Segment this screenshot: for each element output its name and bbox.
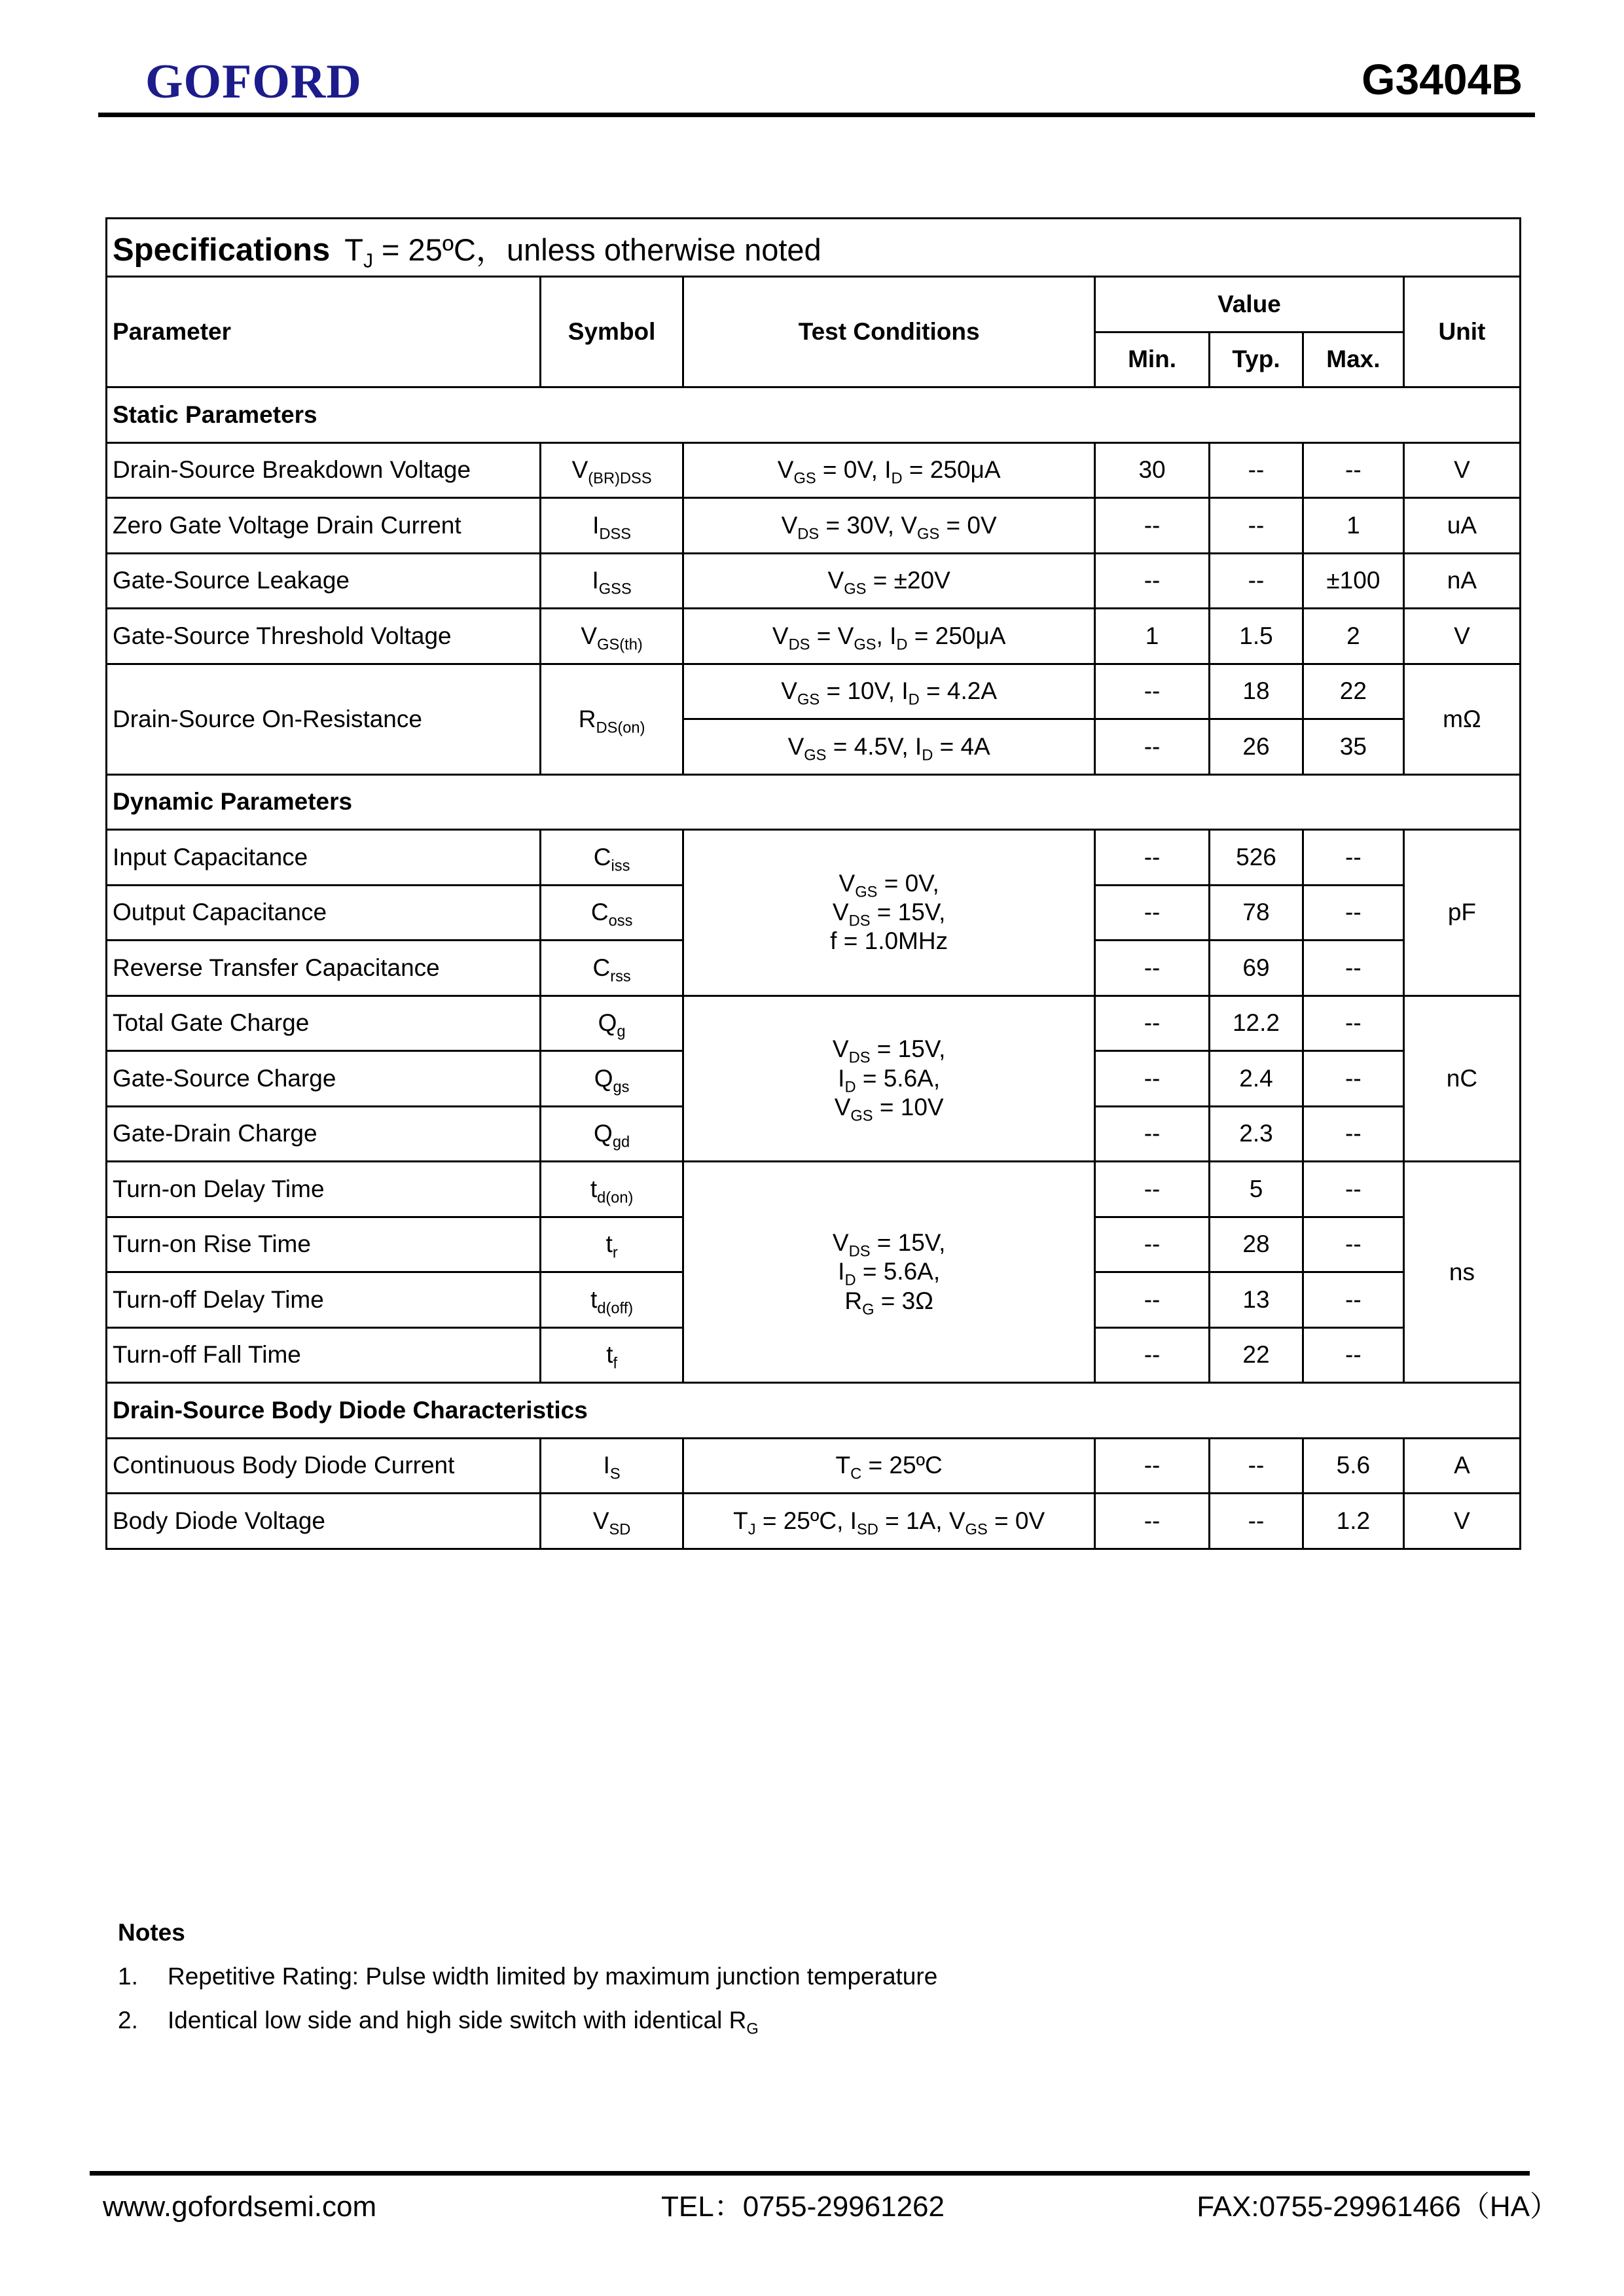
max-cell: 1.2 — [1303, 1494, 1403, 1549]
min-cell: 30 — [1095, 442, 1210, 498]
col-header-symbol: Symbol — [540, 277, 683, 387]
symbol-cell: $R_{DS(on)}$ — [540, 664, 683, 774]
unit-cell: A — [1403, 1438, 1520, 1494]
min-cell: -- — [1095, 553, 1210, 609]
typ-cell: 78 — [1210, 885, 1303, 941]
unit-cell: mΩ — [1403, 664, 1520, 774]
col-header-conditions: Test Conditions — [683, 277, 1095, 387]
symbol-cell: $V_{(BR)DSS}$ — [540, 442, 683, 498]
typ-cell: 13 — [1210, 1272, 1303, 1328]
typ-cell: -- — [1210, 1438, 1303, 1494]
typ-cell: -- — [1210, 553, 1303, 609]
symbol-cell: $C_{rss}$ — [540, 941, 683, 996]
condition-cell: $V_{DS} = 30V$, $V_{GS} = 0V$ — [683, 498, 1095, 554]
min-cell: -- — [1095, 719, 1210, 775]
note-text: Identical low side and high side switch with identical $R_G$ — [168, 2007, 759, 2038]
min-cell: -- — [1095, 1217, 1210, 1272]
specifications-table — [105, 217, 1521, 1550]
typ-cell: 526 — [1210, 830, 1303, 886]
table-row — [107, 609, 1521, 664]
max-cell: -- — [1303, 1106, 1403, 1162]
note-number: 1. — [118, 1963, 138, 1990]
section-row — [107, 1383, 1521, 1439]
symbol-cell: $t_{d(off)}$ — [540, 1272, 683, 1328]
condition-cell: $T_C$ = 25ºC — [683, 1438, 1095, 1494]
max-cell: -- — [1303, 1327, 1403, 1383]
param-cell: Body Diode Voltage — [107, 1494, 541, 1549]
condition-cell: $V_{GS} = 10V$, $I_D = 4.2A$ — [683, 664, 1095, 719]
symbol-cell: $t_f$ — [540, 1327, 683, 1383]
max-cell: 1 — [1303, 498, 1403, 554]
col-header-unit: Unit — [1403, 277, 1520, 387]
table-row — [107, 1162, 1521, 1217]
note-text: Repetitive Rating: Pulse width limited by maximum junction temperature — [168, 1963, 938, 1990]
typ-cell: 5 — [1210, 1162, 1303, 1217]
unit-cell: ns — [1403, 1162, 1520, 1383]
max-cell: 22 — [1303, 664, 1403, 719]
max-cell: -- — [1303, 885, 1403, 941]
symbol-cell: $I_{GSS}$ — [540, 553, 683, 609]
min-cell: -- — [1095, 1051, 1210, 1107]
table-row — [107, 442, 1521, 498]
condition-cell: $V_{DS} = V_{GS}$, $I_D = 250\mu A$ — [683, 609, 1095, 664]
param-cell: Turn-off Delay Time — [107, 1272, 541, 1328]
typ-cell: 2.3 — [1210, 1106, 1303, 1162]
max-cell: -- — [1303, 941, 1403, 996]
max-cell: -- — [1303, 1217, 1403, 1272]
min-cell: -- — [1095, 1272, 1210, 1328]
min-cell: -- — [1095, 1327, 1210, 1383]
min-cell: -- — [1095, 996, 1210, 1051]
condition-cell: $V_{DS} = 15V$, $I_D = 5.6A$, $R_G = 3\Omega$ — [683, 1162, 1095, 1383]
typ-cell: 26 — [1210, 719, 1303, 775]
param-cell: Gate-Source Threshold Voltage — [107, 609, 541, 664]
min-cell: -- — [1095, 1494, 1210, 1549]
table-title: Specifications $T_J$ = 25ºC，unless otherwise noted — [107, 219, 1521, 277]
unit-cell: V — [1403, 609, 1520, 664]
column-header-row — [107, 277, 1521, 332]
min-cell: -- — [1095, 664, 1210, 719]
note-number: 2. — [118, 2007, 138, 2034]
param-cell: Drain-Source On-Resistance — [107, 664, 541, 774]
col-header-parameter: Parameter — [107, 277, 541, 387]
section-row — [107, 387, 1521, 443]
symbol-cell: $I_S$ — [540, 1438, 683, 1494]
symbol-cell: $Q_{gd}$ — [540, 1106, 683, 1162]
unit-cell: nA — [1403, 553, 1520, 609]
typ-cell: 28 — [1210, 1217, 1303, 1272]
param-cell: Output Capacitance — [107, 885, 541, 941]
param-cell: Gate-Source Leakage — [107, 553, 541, 609]
symbol-cell: $V_{SD}$ — [540, 1494, 683, 1549]
condition-cell: $V_{DS} = 15V$, $I_D = 5.6A$, $V_{GS} = 10V$ — [683, 996, 1095, 1162]
max-cell: -- — [1303, 1272, 1403, 1328]
table-row — [107, 996, 1521, 1051]
symbol-cell: $C_{oss}$ — [540, 885, 683, 941]
brand-logo: GOFORD — [145, 55, 362, 109]
col-header-min: Min. — [1095, 332, 1210, 387]
table-title-row — [107, 219, 1521, 277]
section-diode: Drain-Source Body Diode Characteristics — [107, 1383, 1521, 1439]
max-cell: -- — [1303, 1051, 1403, 1107]
param-cell: Zero Gate Voltage Drain Current — [107, 498, 541, 554]
symbol-cell: $C_{iss}$ — [540, 830, 683, 886]
typ-cell: 2.4 — [1210, 1051, 1303, 1107]
section-row — [107, 774, 1521, 830]
symbol-cell: $V_{GS(th)}$ — [540, 609, 683, 664]
condition-cell: $V_{GS} = \pm 20V$ — [683, 553, 1095, 609]
min-cell: -- — [1095, 1438, 1210, 1494]
max-cell: 2 — [1303, 609, 1403, 664]
col-header-typ: Typ. — [1210, 332, 1303, 387]
table-row — [107, 1438, 1521, 1494]
table-row — [107, 664, 1521, 719]
typ-cell: 12.2 — [1210, 996, 1303, 1051]
max-cell: 35 — [1303, 719, 1403, 775]
typ-cell: 18 — [1210, 664, 1303, 719]
table-row — [107, 830, 1521, 886]
param-cell: Continuous Body Diode Current — [107, 1438, 541, 1494]
max-cell: -- — [1303, 996, 1403, 1051]
symbol-cell: $t_r$ — [540, 1217, 683, 1272]
condition-cell: $V_{GS} = 4.5V$, $I_D = 4A$ — [683, 719, 1095, 775]
min-cell: 1 — [1095, 609, 1210, 664]
param-cell: Gate-Drain Charge — [107, 1106, 541, 1162]
min-cell: -- — [1095, 830, 1210, 886]
min-cell: -- — [1095, 1106, 1210, 1162]
unit-cell: nC — [1403, 996, 1520, 1162]
condition-cell: $T_J$ = 25ºC, $I_{SD} = 1A$, $V_{GS} = 0V$ — [683, 1494, 1095, 1549]
param-cell: Total Gate Charge — [107, 996, 541, 1051]
typ-cell: 69 — [1210, 941, 1303, 996]
section-dynamic: Dynamic Parameters — [107, 774, 1521, 830]
typ-cell: -- — [1210, 442, 1303, 498]
max-cell: -- — [1303, 830, 1403, 886]
param-cell: Turn-off Fall Time — [107, 1327, 541, 1383]
unit-cell: V — [1403, 442, 1520, 498]
param-cell: Turn-on Rise Time — [107, 1217, 541, 1272]
col-header-max: Max. — [1303, 332, 1403, 387]
param-cell: Gate-Source Charge — [107, 1051, 541, 1107]
max-cell: ±100 — [1303, 553, 1403, 609]
table-row — [107, 498, 1521, 554]
header-rule — [98, 113, 1535, 117]
table-row — [107, 1494, 1521, 1549]
footer-tel: TEL：0755-29961262 — [661, 2191, 945, 2223]
unit-cell: pF — [1403, 830, 1520, 996]
condition-cell: $V_{GS} = 0V$, $V_{DS} = 15V$, f = 1.0MHz — [683, 830, 1095, 996]
min-cell: -- — [1095, 1162, 1210, 1217]
col-header-value: Value — [1095, 277, 1404, 332]
footer-fax: FAX:0755-29961466（HA） — [1197, 2191, 1559, 2223]
max-cell: -- — [1303, 1162, 1403, 1217]
symbol-cell: $Q_g$ — [540, 996, 683, 1051]
unit-cell: uA — [1403, 498, 1520, 554]
footer-rule — [90, 2171, 1530, 2176]
param-cell: Drain-Source Breakdown Voltage — [107, 442, 541, 498]
footer-website: www.gofordsemi.com — [103, 2191, 377, 2223]
param-cell: Turn-on Delay Time — [107, 1162, 541, 1217]
min-cell: -- — [1095, 498, 1210, 554]
notes-title: Notes — [118, 1919, 185, 1946]
symbol-cell: $Q_{gs}$ — [540, 1051, 683, 1107]
min-cell: -- — [1095, 941, 1210, 996]
typ-cell: 22 — [1210, 1327, 1303, 1383]
typ-cell: -- — [1210, 498, 1303, 554]
symbol-cell: $t_{d(on)}$ — [540, 1162, 683, 1217]
param-cell: Reverse Transfer Capacitance — [107, 941, 541, 996]
table-row — [107, 553, 1521, 609]
unit-cell: V — [1403, 1494, 1520, 1549]
symbol-cell: $I_{DSS}$ — [540, 498, 683, 554]
param-cell: Input Capacitance — [107, 830, 541, 886]
section-static: Static Parameters — [107, 387, 1521, 443]
typ-cell: 1.5 — [1210, 609, 1303, 664]
min-cell: -- — [1095, 885, 1210, 941]
typ-cell: -- — [1210, 1494, 1303, 1549]
max-cell: -- — [1303, 442, 1403, 498]
condition-cell: $V_{GS} = 0V$, $I_D = 250\mu A$ — [683, 442, 1095, 498]
part-number: G3404B — [1362, 55, 1523, 103]
max-cell: 5.6 — [1303, 1438, 1403, 1494]
